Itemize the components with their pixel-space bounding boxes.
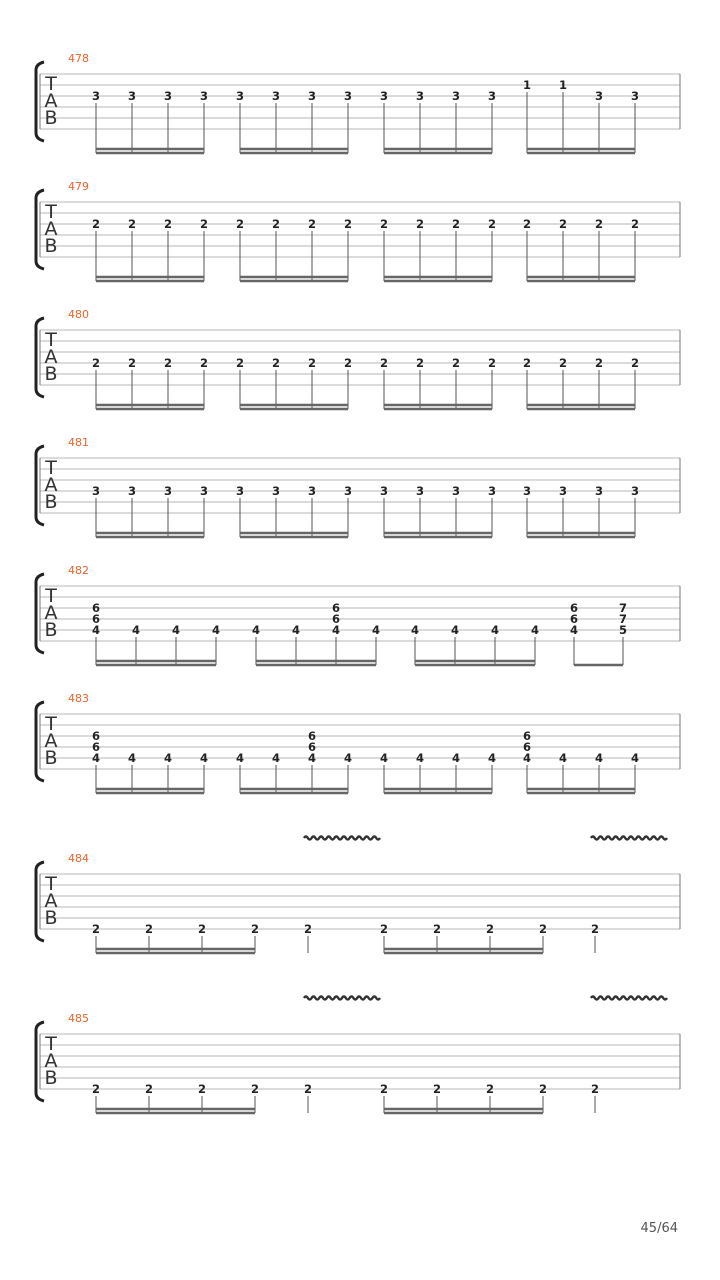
fret-number: 2	[379, 356, 389, 370]
fret-number: 2	[91, 922, 101, 936]
fret-number: 3	[163, 89, 173, 103]
fret-number: 3	[199, 484, 209, 498]
fret-number: 3	[451, 89, 461, 103]
fret-number: 7	[618, 612, 628, 626]
fret-number: 2	[630, 356, 640, 370]
fret-number: 2	[538, 1082, 548, 1096]
measure-number: 483	[68, 692, 89, 705]
fret-number: 4	[291, 623, 301, 637]
fret-number: 2	[144, 922, 154, 936]
fret-number: 3	[91, 89, 101, 103]
fret-number: 3	[522, 484, 532, 498]
tab-clef-letter: T	[45, 585, 57, 607]
vibrato-mark	[591, 997, 667, 1000]
fret-number: 4	[199, 751, 209, 765]
fret-number: 2	[250, 1082, 260, 1096]
fret-number: 2	[590, 922, 600, 936]
tab-clef-letter: A	[44, 890, 58, 912]
tab-clef-letter: T	[45, 329, 57, 351]
fret-number: 4	[451, 751, 461, 765]
fret-number: 2	[271, 217, 281, 231]
fret-number: 3	[415, 484, 425, 498]
tab-clef-letter: A	[44, 346, 58, 368]
fret-number: 2	[451, 217, 461, 231]
fret-number: 3	[487, 484, 497, 498]
fret-number: 2	[91, 217, 101, 231]
fret-number: 4	[569, 623, 579, 637]
fret-number: 6	[91, 601, 101, 615]
fret-number: 4	[410, 623, 420, 637]
fret-number: 3	[235, 89, 245, 103]
measure-number: 485	[68, 1012, 89, 1025]
fret-number: 4	[211, 623, 221, 637]
measure-number: 482	[68, 564, 89, 577]
fret-number: 4	[91, 623, 101, 637]
fret-number: 2	[451, 356, 461, 370]
fret-number: 4	[163, 751, 173, 765]
tab-clef-letter: B	[44, 1067, 58, 1089]
fret-number: 2	[432, 1082, 442, 1096]
fret-number: 4	[558, 751, 568, 765]
fret-number: 4	[490, 623, 500, 637]
fret-number: 2	[343, 217, 353, 231]
fret-number: 2	[522, 217, 532, 231]
fret-number: 2	[487, 356, 497, 370]
fret-number: 3	[415, 89, 425, 103]
fret-number: 2	[558, 356, 568, 370]
fret-number: 4	[522, 751, 532, 765]
fret-number: 2	[415, 217, 425, 231]
fret-number: 3	[271, 484, 281, 498]
tab-clef-letter: B	[44, 363, 58, 385]
fret-number: 3	[379, 89, 389, 103]
tab-clef-letter: T	[45, 73, 57, 95]
tab-clef-letter: A	[44, 218, 58, 240]
fret-number: 2	[630, 217, 640, 231]
fret-number: 4	[171, 623, 181, 637]
tab-clef-letter: T	[45, 873, 57, 895]
fret-number: 6	[569, 601, 579, 615]
fret-number: 3	[594, 89, 604, 103]
fret-number: 2	[197, 922, 207, 936]
fret-number: 3	[379, 484, 389, 498]
fret-number: 4	[594, 751, 604, 765]
fret-number: 5	[618, 623, 628, 637]
fret-number: 2	[485, 1082, 495, 1096]
fret-number: 3	[343, 484, 353, 498]
fret-number: 3	[91, 484, 101, 498]
fret-number: 3	[343, 89, 353, 103]
fret-number: 3	[487, 89, 497, 103]
fret-number: 6	[331, 612, 341, 626]
tab-clef-letter: A	[44, 602, 58, 624]
tab-clef-letter: B	[44, 235, 58, 257]
fret-number: 2	[197, 1082, 207, 1096]
fret-number: 2	[343, 356, 353, 370]
vibrato-mark	[591, 837, 667, 840]
tab-clef-letter: T	[45, 1033, 57, 1055]
fret-number: 2	[91, 1082, 101, 1096]
fret-number: 4	[371, 623, 381, 637]
tab-clef-letter: A	[44, 1050, 58, 1072]
fret-number: 3	[163, 484, 173, 498]
fret-number: 4	[379, 751, 389, 765]
fret-number: 2	[303, 922, 313, 936]
fret-number: 2	[594, 217, 604, 231]
tab-clef-letter: B	[44, 619, 58, 641]
fret-number: 2	[199, 356, 209, 370]
measure-number: 484	[68, 852, 89, 865]
fret-number: 6	[91, 612, 101, 626]
tab-clef-letter: B	[44, 107, 58, 129]
fret-number: 4	[630, 751, 640, 765]
fret-number: 6	[91, 729, 101, 743]
measure-number: 478	[68, 52, 89, 65]
fret-number: 2	[91, 356, 101, 370]
fret-number: 2	[199, 217, 209, 231]
fret-number: 2	[235, 356, 245, 370]
fret-number: 2	[379, 922, 389, 936]
fret-number: 2	[303, 1082, 313, 1096]
measure-number: 481	[68, 436, 89, 449]
fret-number: 4	[91, 751, 101, 765]
fret-number: 2	[307, 356, 317, 370]
fret-number: 6	[91, 740, 101, 754]
measure-number: 480	[68, 308, 89, 321]
fret-number: 6	[307, 740, 317, 754]
fret-number: 6	[331, 601, 341, 615]
fret-number: 2	[271, 356, 281, 370]
fret-number: 2	[127, 356, 137, 370]
fret-number: 2	[307, 217, 317, 231]
fret-number: 4	[131, 623, 141, 637]
fret-number: 2	[415, 356, 425, 370]
vibrato-mark	[304, 997, 380, 1000]
fret-number: 2	[594, 356, 604, 370]
fret-number: 3	[594, 484, 604, 498]
fret-number: 6	[522, 729, 532, 743]
fret-number: 3	[127, 484, 137, 498]
tab-clef-letter: T	[45, 457, 57, 479]
tab-clef-letter: A	[44, 90, 58, 112]
fret-number: 4	[307, 751, 317, 765]
tab-clef-letter: B	[44, 491, 58, 513]
fret-number: 2	[485, 922, 495, 936]
fret-number: 6	[522, 740, 532, 754]
tab-clef-letter: T	[45, 201, 57, 223]
fret-number: 4	[271, 751, 281, 765]
fret-number: 3	[235, 484, 245, 498]
fret-number: 4	[235, 751, 245, 765]
fret-number: 1	[522, 78, 532, 92]
tab-clef-letter: A	[44, 474, 58, 496]
tab-clef-letter: B	[44, 907, 58, 929]
fret-number: 4	[343, 751, 353, 765]
fret-number: 3	[271, 89, 281, 103]
fret-number: 3	[307, 89, 317, 103]
fret-number: 4	[251, 623, 261, 637]
fret-number: 3	[630, 484, 640, 498]
fret-number: 3	[558, 484, 568, 498]
tab-clef-letter: B	[44, 747, 58, 769]
tab-clef-letter: A	[44, 730, 58, 752]
measure-number: 479	[68, 180, 89, 193]
fret-number: 2	[538, 922, 548, 936]
fret-number: 6	[569, 612, 579, 626]
fret-number: 3	[451, 484, 461, 498]
fret-number: 4	[450, 623, 460, 637]
fret-number: 2	[144, 1082, 154, 1096]
fret-number: 2	[163, 356, 173, 370]
fret-number: 4	[487, 751, 497, 765]
fret-number: 6	[307, 729, 317, 743]
fret-number: 2	[379, 1082, 389, 1096]
fret-number: 2	[250, 922, 260, 936]
page-number: 45/64	[640, 1221, 678, 1236]
fret-number: 4	[331, 623, 341, 637]
fret-number: 2	[379, 217, 389, 231]
fret-number: 3	[127, 89, 137, 103]
fret-number: 3	[199, 89, 209, 103]
tab-clef-letter: T	[45, 713, 57, 735]
fret-number: 7	[618, 601, 628, 615]
fret-number: 4	[530, 623, 540, 637]
fret-number: 2	[235, 217, 245, 231]
fret-number: 4	[415, 751, 425, 765]
fret-number: 3	[630, 89, 640, 103]
fret-number: 2	[590, 1082, 600, 1096]
vibrato-mark	[304, 837, 380, 840]
fret-number: 3	[307, 484, 317, 498]
fret-number: 2	[522, 356, 532, 370]
fret-number: 1	[558, 78, 568, 92]
fret-number: 2	[432, 922, 442, 936]
fret-number: 2	[558, 217, 568, 231]
fret-number: 2	[163, 217, 173, 231]
fret-number: 2	[127, 217, 137, 231]
fret-number: 2	[487, 217, 497, 231]
fret-number: 4	[127, 751, 137, 765]
